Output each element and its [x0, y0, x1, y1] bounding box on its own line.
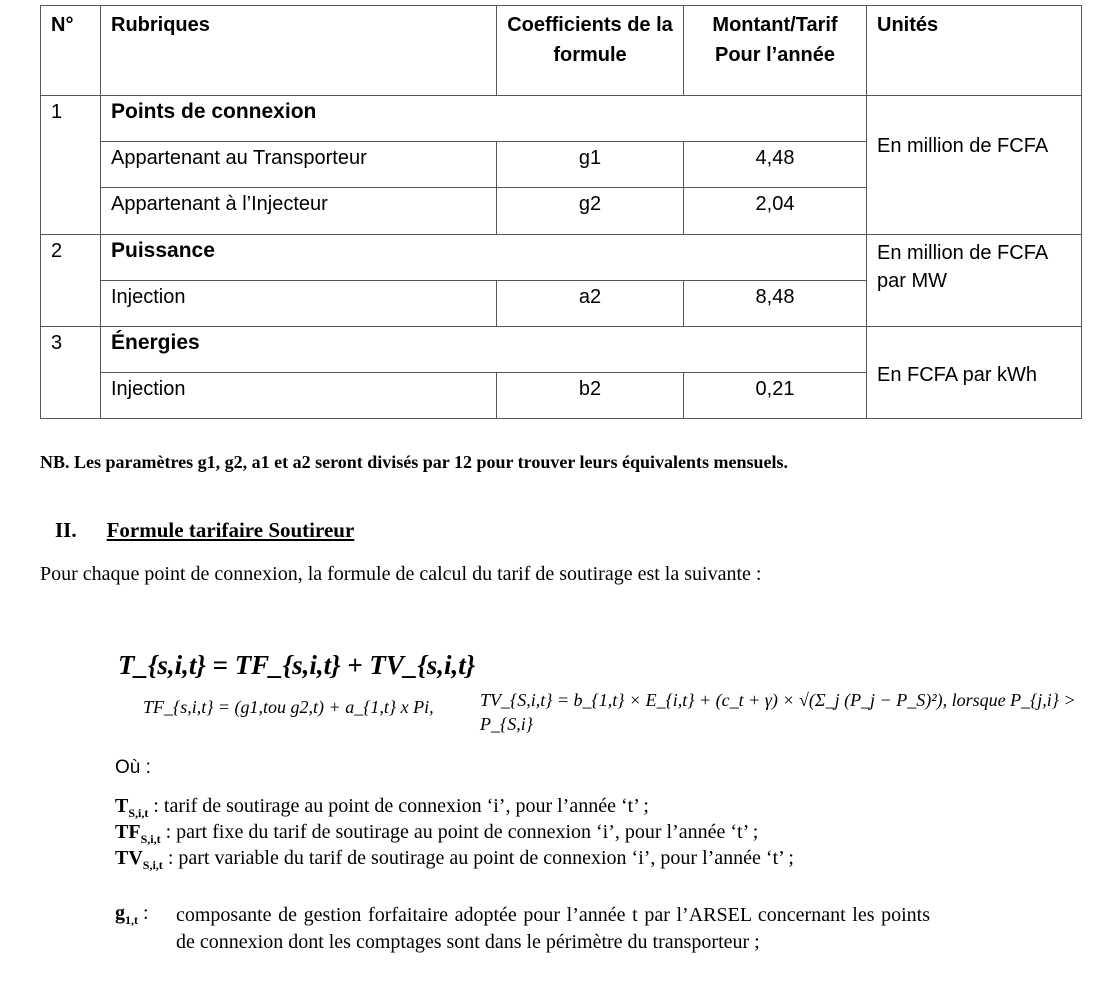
row-value: 2,04	[684, 188, 867, 235]
row-value: 4,48	[684, 142, 867, 188]
tariff-table	[40, 5, 1082, 419]
row-label: Appartenant à l’Injecteur	[101, 188, 497, 235]
row-label: Appartenant au Transporteur	[101, 142, 497, 188]
row-value: 0,21	[684, 373, 867, 419]
section-num: 3	[41, 327, 101, 419]
definition-ts	[115, 795, 649, 821]
unit-cell: En million de FCFA par MW	[867, 235, 1082, 327]
ou-label: Où :	[115, 757, 151, 778]
def-text: : tarif de soutirage au point de connexion ‘i’, pour l’année ‘t’ ;	[148, 795, 649, 817]
def-symbol: T	[115, 795, 129, 817]
section-num: 2	[41, 235, 101, 327]
def-text: : part variable du tarif de soutirage au point de connexion ‘i’, pour l’année ‘t’ ;	[162, 847, 794, 869]
definition-tv	[115, 847, 794, 873]
def-symbol: TV	[115, 847, 143, 869]
definition-tf	[115, 821, 758, 847]
row-coef: b2	[497, 373, 684, 419]
def-text: composante de gestion forfaitaire adoptée pour l’année t par l’ARSEL concernant les points de connexion dont les comptages sont dans le périmètre du transporteur ;	[176, 904, 930, 953]
row-value: 8,48	[684, 281, 867, 327]
section-title: Points de connexion	[101, 96, 867, 142]
row-label: Injection	[101, 373, 497, 419]
header-num: N°	[41, 6, 101, 96]
section-heading	[55, 518, 354, 543]
row-label: Injection	[101, 281, 497, 327]
def-sub: S,i,t	[142, 858, 163, 872]
section-num: 1	[41, 96, 101, 235]
nb-note: NB. Les paramètres g1, g2, a1 et a2 seront divisés par 12 pour trouver leurs équivalents mensuels.	[40, 452, 788, 472]
row-coef: g1	[497, 142, 684, 188]
unit-cell: En million de FCFA	[867, 96, 1082, 235]
def-sub: S,i,t	[128, 806, 149, 820]
unit-cell: En FCFA par kWh	[867, 327, 1082, 419]
intro-text: Pour chaque point de connexion, la formule de calcul du tarif de soutirage est la suivante :	[40, 563, 762, 585]
header-rubriques: Rubriques	[101, 6, 497, 96]
header-unites: Unités	[867, 6, 1082, 96]
def-sub: 1,t	[125, 913, 138, 927]
section-number: II.	[55, 518, 77, 542]
header-coef: Coefficients de la formule	[497, 6, 684, 96]
section-title: Énergies	[101, 327, 867, 373]
def-symbol: TF	[115, 821, 141, 843]
formula-tv: TV_{S,i,t} = b_{1,t} × E_{i,t} + (c_t + γ) × √(Σ_j (P_j − P_S)²), lorsque P_{j,i} > P_{S,i}	[480, 690, 1076, 734]
def-symbol: g	[115, 902, 125, 924]
definition-g1: $g_{1,t}$ : composante de gestion forfaitaire adoptée pour l’année t par l’ARSEL concernant les points de connexion dont les comptages sont dans le périmètre du transporteur ;	[115, 902, 930, 956]
section-title: Puissance	[101, 235, 867, 281]
formula-main: T_{s,i,t} = TF_{s,i,t} + TV_{s,i,t}	[118, 650, 476, 680]
section-title: Formule tarifaire Soutireur	[106, 518, 355, 542]
formula-tf: TF_{s,i,t} = (g1,tou g2,t) + a_{1,t} x Pi,	[143, 697, 434, 717]
header-montant: Montant/Tarif Pour l’année	[684, 6, 867, 96]
row-coef: a2	[497, 281, 684, 327]
def-sub: S,i,t	[140, 832, 161, 846]
def-text: : part fixe du tarif de soutirage au point de connexion ‘i’, pour l’année ‘t’ ;	[160, 821, 759, 843]
row-coef: g2	[497, 188, 684, 235]
